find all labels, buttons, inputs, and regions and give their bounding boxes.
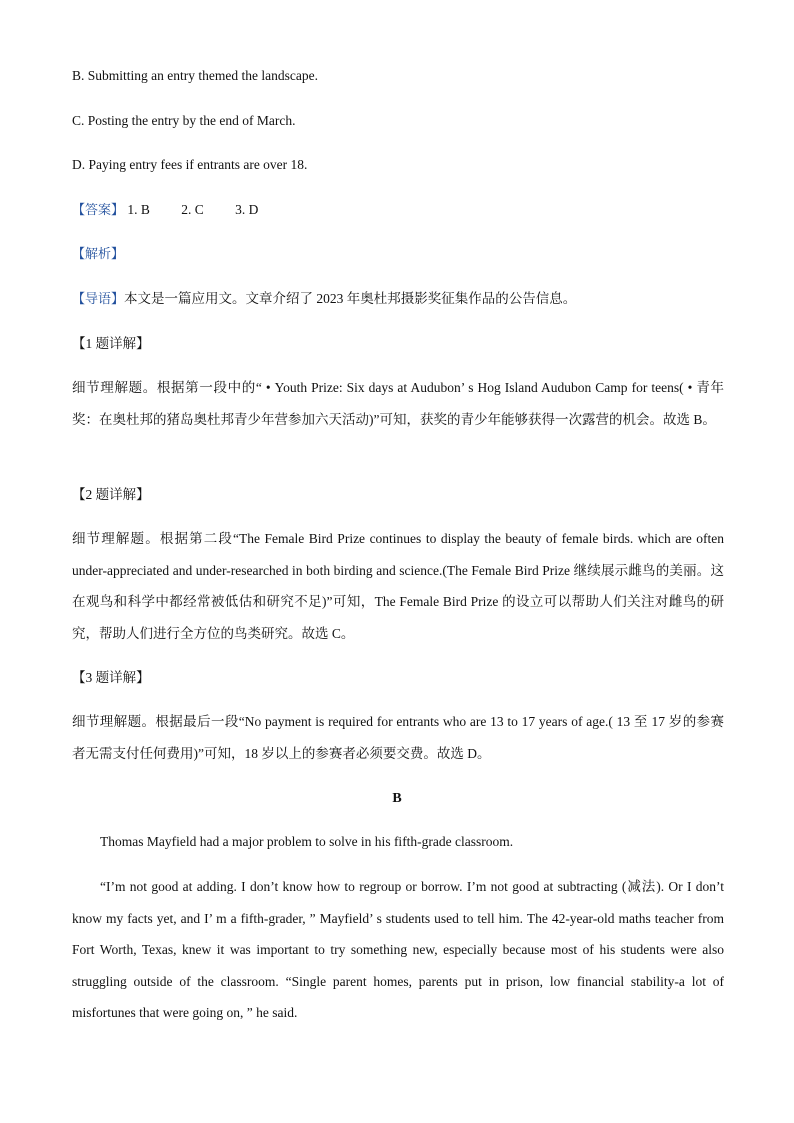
answer-line — [72, 201, 286, 220]
option-d: D. Paying entry fees if entrants are over 18. — [72, 157, 308, 172]
option-b: B. Submitting an entry themed the landscape. — [72, 68, 318, 83]
q1-explanation: 细节理解题。根据第一段中的“ • Youth Prize: Six days at Audubon’ s Hog Island Audubon Camp for teens( • 青年奖：在奥杜邦的猪岛奥杜邦青少年营参加六天活动)”可知，获奖的青少年能够获得一次露营的机会。故选 B。 — [72, 380, 724, 427]
q2-heading: 【2 题详解】 — [72, 487, 150, 502]
guide-line — [72, 290, 576, 309]
answer-3: 3. D — [235, 202, 259, 217]
answer-tag: 【答案】 — [72, 203, 125, 218]
option-c: C. Posting the entry by the end of March. — [72, 113, 296, 128]
q3-heading: 【3 题详解】 — [72, 670, 150, 685]
q2-explanation: 细节理解题。根据第二段“The Female Bird Prize continues to display the beauty of female birds. which are often under-appreciated and under-researched in both birding and science.(The Female Bird Prize 继续展示雌鸟的美丽。这在观鸟和科学中都经常被低估和研究不足)”可知，The Female Bird Prize 的设立可以帮助人们关注对雌鸟的研究，帮助人们进行全方位的鸟类研究。故选 C。 — [72, 531, 724, 641]
answer-2: 2. C — [181, 202, 204, 217]
passage-paragraph-2: “I’m not good at adding. I don’t know how to regroup or borrow. I’m not good at subtracting (减法). Or I don’t know my facts yet, and I’ m a fifth-grader, ” Mayfield’ s students used to tell him. The 42-year-old maths teacher from Fort Worth, Texas, knew it was important to try something new, especially because most of his students were also struggling outside of the classroom. “Single parent homes, parents put in prison, low financial stability-a lot of misfortunes that were going on, ” he said. — [72, 879, 724, 1020]
section-b-title: B — [392, 791, 402, 806]
answer-1: 1. B — [127, 202, 150, 217]
q1-heading: 【1 题详解】 — [72, 336, 150, 351]
guide-text: 本文是一篇应用文。文章介绍了 2023 年奥杜邦摄影奖征集作品的公告信息。 — [124, 291, 577, 306]
passage-paragraph-1: Thomas Mayfield had a major problem to solve in his fifth-grade classroom. — [100, 834, 514, 849]
guide-tag: 【导语】 — [72, 292, 125, 307]
q3-explanation: 细节理解题。根据最后一段“No payment is required for entrants who are 13 to 17 years of age.( 13 至 17 岁的参赛者无需支付任何费用)”可知，18 岁以上的参赛者必须要交费。故选 D。 — [72, 714, 724, 761]
analysis-tag: 【解析】 — [72, 247, 125, 262]
